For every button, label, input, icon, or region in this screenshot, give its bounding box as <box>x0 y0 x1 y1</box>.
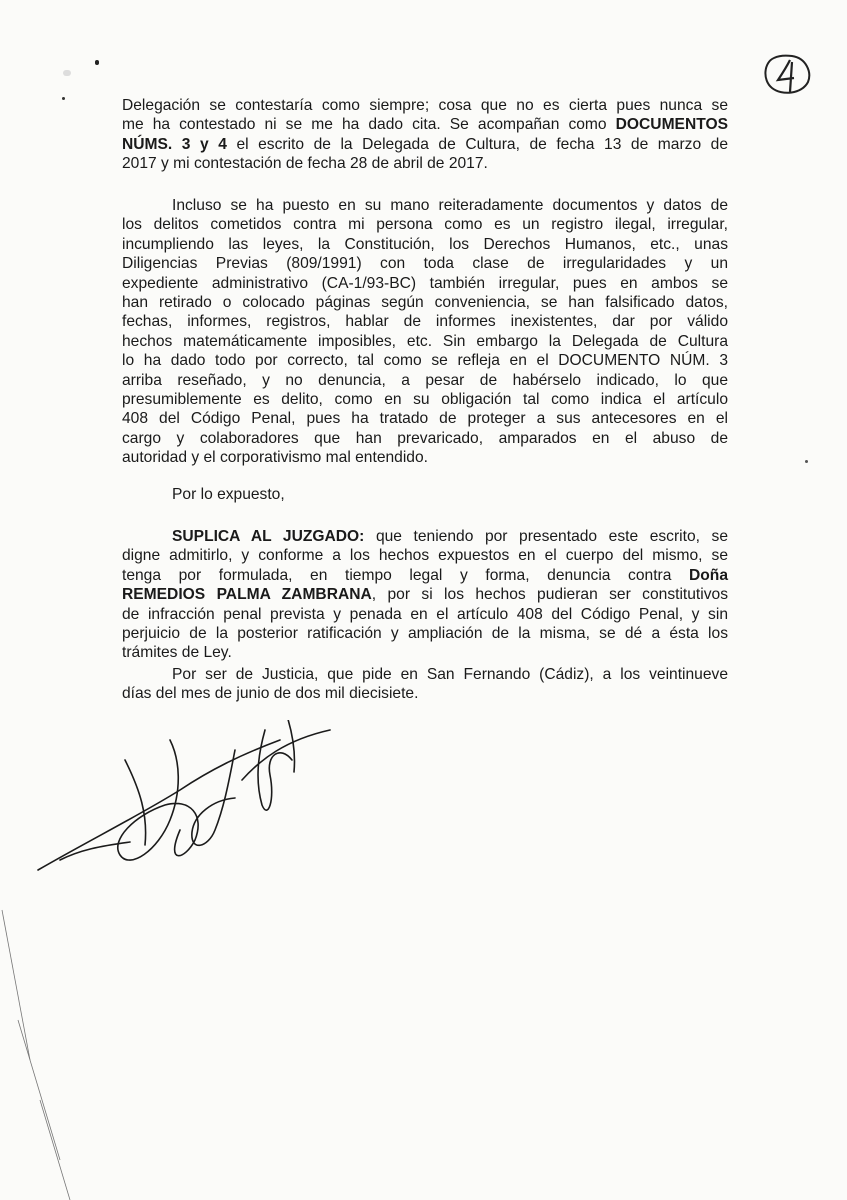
text-fragment: el escrito de la Delegada de Cultura, de fecha 13 de marzo de <box>236 135 728 153</box>
handwritten-signature <box>30 720 350 890</box>
paragraph-closing <box>122 665 728 704</box>
paragraph-suplica <box>122 527 728 663</box>
scan-edge-lines <box>0 900 90 1200</box>
bold-suplica: SUPLICA AL JUZGADO: <box>172 528 365 545</box>
text-line: incumpliendo las leyes, la Constitución, los Derechos Humanos, etc., unas <box>122 235 728 253</box>
text-line: digne admitirlo, y conforme a los hechos expuestos en el cuerpo del mismo, se <box>122 547 728 565</box>
text-line <box>122 527 728 546</box>
text-line: cargo y colaboradores que han prevaricado, amparados en el abuso de <box>122 429 728 447</box>
text-line: lo ha dado todo por correcto, tal como se refleja en el DOCUMENTO NÚM. 3 <box>122 352 728 370</box>
text-line: Por ser de Justicia, que pide en San Fernando (Cádiz), a los veintinueve <box>172 666 728 683</box>
bold-defendant-name: REMEDIOS PALMA ZAMBRANA <box>122 586 372 604</box>
text-line: expediente administrativo (CA-1/93-BC) también irregular, pues en ambos se <box>122 274 728 292</box>
handwritten-page-number <box>760 52 812 98</box>
bold-dona: Doña <box>689 566 728 584</box>
text-line: Incluso se ha puesto en su mano reiteradamente documentos y datos de <box>172 197 728 214</box>
paragraph-continuation <box>122 96 728 174</box>
text-line: de infracción penal prevista y penada en el artículo 408 del Código Penal, y sin <box>122 605 728 623</box>
speck-mark <box>805 460 808 463</box>
text-line: 2017 y mi contestación de fecha 28 de abril de 2017. <box>122 155 488 173</box>
text-line: Por lo expuesto, <box>172 486 285 503</box>
text-fragment: tenga por formulada, en tiempo legal y forma, denuncia contra <box>122 566 672 584</box>
paragraph-incluso <box>122 196 728 468</box>
speck-mark <box>95 60 99 65</box>
text-line: han retirado o colocado páginas según conveniencia, se han falsificado datos, <box>122 294 728 312</box>
text-fragment: que teniendo por presentado este escrito, se <box>375 528 728 545</box>
text-line: los delitos cometidos contra mi persona como es un registro ilegal, irregular, <box>122 216 728 234</box>
text-line <box>122 135 728 154</box>
text-line: arriba reseñado, y no denuncia, a pesar de habérselo indicado, lo que <box>122 371 728 389</box>
text-fragment: me ha contestado ni se me ha dado cita. Se acompañan como <box>122 116 607 134</box>
text-line <box>122 115 728 134</box>
bold-documentos: DOCUMENTOS <box>615 116 728 134</box>
text-line: días del mes de junio de dos mil diecisiete. <box>122 685 419 703</box>
text-line: autoridad y el corporativismo mal entendido. <box>122 449 428 467</box>
speck-mark <box>62 97 65 100</box>
text-line: presumiblemente es delito, como en su obligación tal como indica el artículo <box>122 391 728 409</box>
text-fragment: , por si los hechos pudieran ser constitutivos <box>371 586 728 604</box>
text-line: perjuicio de la posterior ratificación y ampliación de la misma, se dé a ésta los <box>122 625 728 643</box>
text-line: hechos matemáticamente imposibles, etc. Sin embargo la Delegada de Cultura <box>122 332 728 350</box>
text-line: fechas, informes, registros, hablar de informes inexistentes, dar por válido <box>122 313 728 331</box>
paragraph-por-lo-expuesto <box>122 485 728 504</box>
text-line: 408 del Código Penal, pues ha tratado de proteger a sus antecesores en el <box>122 410 728 428</box>
text-line: Diligencias Previas (809/1991) con toda clase de irregularidades y un <box>122 255 728 273</box>
speck-mark <box>63 70 71 76</box>
text-line: trámites de Ley. <box>122 644 232 662</box>
text-line: Delegación se contestaría como siempre; cosa que no es cierta pues nunca se <box>122 97 728 114</box>
bold-document-numbers: NÚMS. 3 y 4 <box>122 135 227 153</box>
text-line <box>122 585 728 604</box>
text-line <box>122 566 728 585</box>
